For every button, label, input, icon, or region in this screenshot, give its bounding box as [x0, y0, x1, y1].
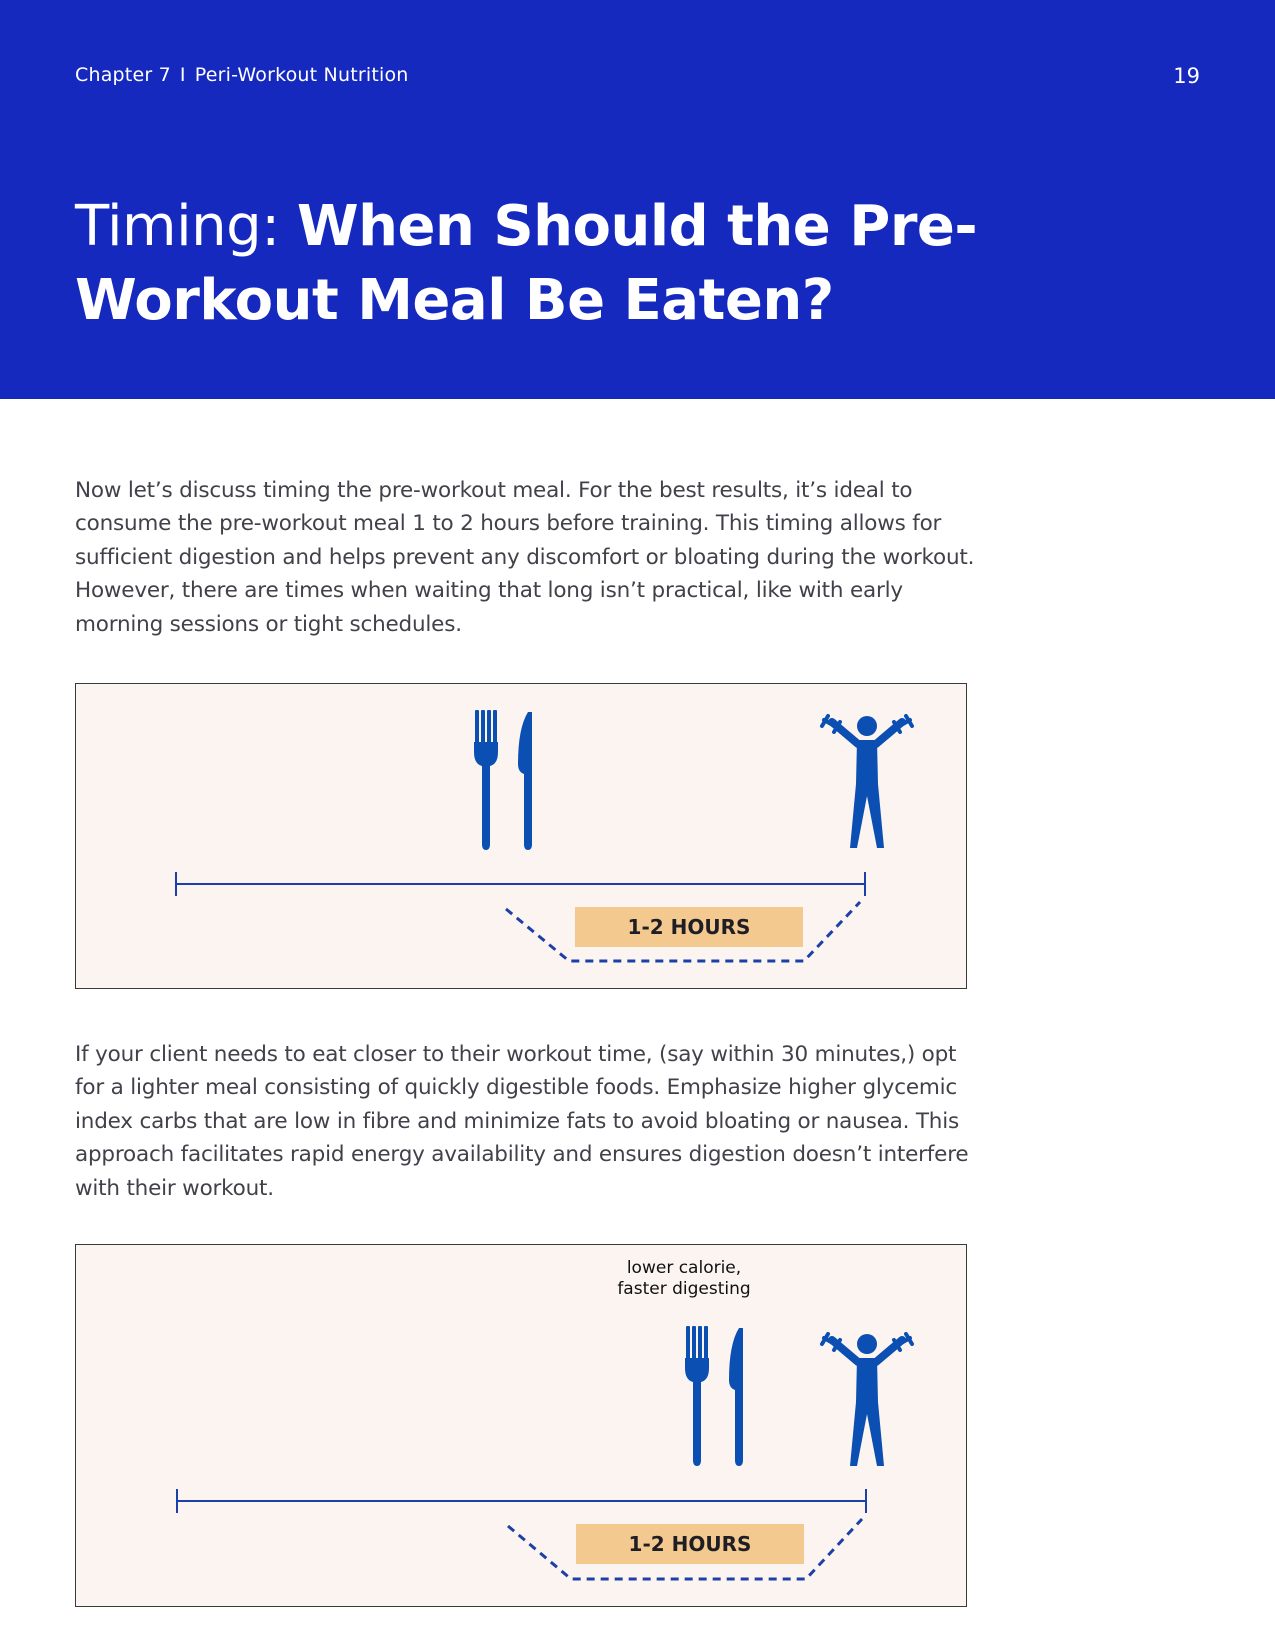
chapter-header: [0, 0, 1275, 399]
section-label: Peri-Workout Nutrition: [194, 64, 409, 86]
title-main: When Should the Pre-Workout Meal Be Eaten?: [75, 194, 978, 333]
chapter-label: Chapter 7: [75, 64, 171, 86]
person-lifting-dumbbells-icon: [822, 1334, 912, 1466]
page-number: 19: [1173, 64, 1200, 88]
title-prefix: Timing:: [75, 194, 297, 259]
knife-icon: [518, 712, 532, 850]
fork-knife-icon: [685, 1326, 743, 1466]
timeline-axis: [177, 1489, 866, 1513]
page-title: [75, 190, 1005, 338]
hours-badge: 1-2 HOURS: [575, 907, 803, 947]
knife-icon: [729, 1328, 743, 1466]
timeline-axis: [176, 872, 865, 896]
timeline-figure-1: [75, 683, 967, 989]
meal-note: lower calorie, faster digesting: [617, 1258, 751, 1299]
fork-knife-icon: [474, 710, 532, 850]
running-head: [75, 64, 409, 86]
body-paragraph-2: If your client needs to eat closer to their workout time, (say within 30 minutes,) opt for a lighter meal consisting of quickly digestible foods. Emphasize higher glycemic index carbs that are low in fibre and minimize fats to avoid bloating or nausea. This approach facilitates rapid energy availability and ensures digestion doesn’t interfere with their workout.: [75, 1042, 969, 1201]
fork-icon: [685, 1326, 709, 1466]
body-paragraph-1: Now let’s discuss timing the pre-workout meal. For the best results, it’s ideal to consume the pre-workout meal 1 to 2 hours before training. This timing allows for sufficient digestion and helps prevent any discomfort or bloating during the workout. However, there are times when waiting that long isn’t practical, like with early morning sessions or tight schedules.: [75, 478, 975, 637]
fork-icon: [474, 710, 498, 850]
timeline-figure-2: [75, 1244, 967, 1607]
hours-badge: 1-2 HOURS: [576, 1524, 804, 1564]
person-lifting-dumbbells-icon: [822, 716, 912, 848]
running-head-separator: I: [179, 64, 186, 86]
